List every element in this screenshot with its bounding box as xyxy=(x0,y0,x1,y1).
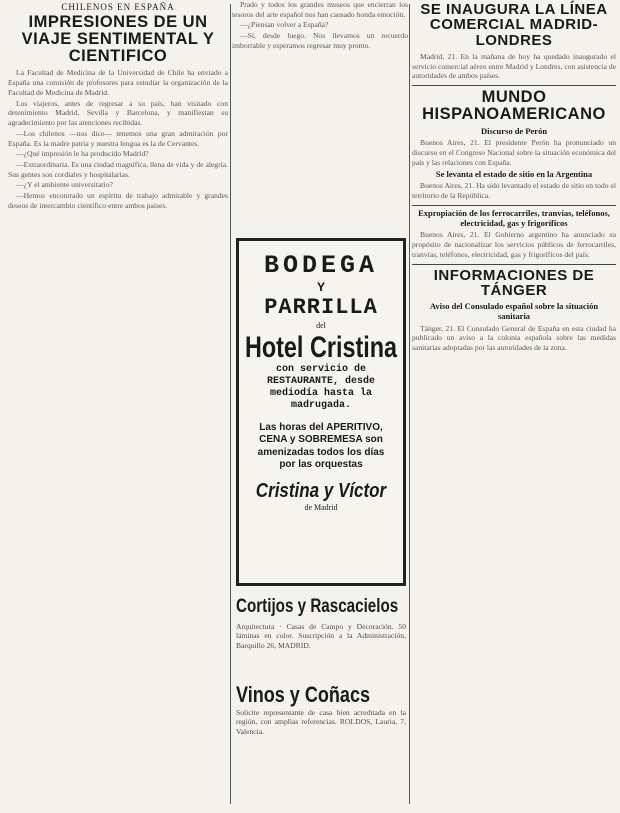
article-paragraph: Buenos Aires, 21. Ha sido levantado el estado de sitio en todo el territorio de la República. xyxy=(412,181,616,201)
article-paragraph: —Hemos encontrado un espíritu de trabajo admirable y grandes deseos de intercambio científico entre ambos países. xyxy=(8,191,228,210)
article-paragraph: —Extraordinaria. Es una ciudad magnífica, llena de vida y de alegría. Sus gentes son cordiales y hospitalarias. xyxy=(8,159,228,179)
subhead-aviso-consulado: Aviso del Consulado español sobre la situación sanitaria xyxy=(429,301,599,321)
column-rule xyxy=(409,4,410,804)
headline-mundo-hispanoamericano: MUNDO HISPANOAMERICANO xyxy=(422,88,606,123)
article-paragraph: —¿Y el ambiente universitario? xyxy=(16,180,113,190)
ad-city: de Madrid xyxy=(304,502,338,512)
ad-vinos-body: Solicite representante de casa bien acreditada en la región, con amplias referencias. ROLDOS, Lauria, 7, Valencia. xyxy=(236,708,406,736)
ad-hotel-name: Hotel Cristina xyxy=(244,331,398,364)
article-paragraph: —¿Qué impresión le ha producido Madrid? xyxy=(16,149,149,159)
divider xyxy=(412,85,616,86)
ad-conjunction: Y xyxy=(317,280,325,295)
ad-del: del xyxy=(316,321,326,330)
ad-hours-text: Las horas del APERITIVO, CENA y SOBREMESA son amenizadas todos los días por las orquestas xyxy=(257,421,385,470)
subhead-discurso: Discurso de Perón xyxy=(480,125,548,136)
divider xyxy=(412,264,616,265)
headline-impresiones: IMPRESIONES DE UN VIAJE SENTIMENTAL Y CIENTIFICO xyxy=(21,13,215,65)
ad-restaurant-text: con servicio de RESTAURANTE, desde mediodía hasta la madrugada. xyxy=(266,363,376,411)
article-paragraph: La Facultad de Medicina de la Universidad de Chile ha enviado a España una comisión de profesores para estudiar la organización de la Facultad de Medicina de Madrid. xyxy=(8,68,228,97)
article-paragraph: —Los chilenos —nos dice— tenemos una gran admiración por España. Es la madre patria y nuestra lengua es la de Cervantes. xyxy=(8,128,228,148)
subhead-expropiacion: Expropiación de los ferrocarriles, tranvías, teléfonos, electricidad, gas y frigoríficos xyxy=(418,207,610,228)
article-paragraph: Buenos Aires, 21. El presidente Perón ha pronunciado un discurso en el Congreso Nacional sobre la situación económica del país y las relaciones con España. xyxy=(412,138,616,167)
article-continuation xyxy=(232,0,408,230)
advertisement-hotel-cristina xyxy=(236,238,406,586)
article-paragraph: —¿Piensan volver a España? xyxy=(240,20,329,30)
article-impresiones xyxy=(8,0,228,805)
right-column xyxy=(412,0,616,805)
ad-cortijos-body: Arquitectura · Casas de Campo y Decoración. 50 láminas en color. Suscripción a la Administración, Barquillo 26, MADRID. xyxy=(236,622,406,650)
divider xyxy=(412,205,616,206)
ad-cortijos-title: Cortijos y Rascacielos xyxy=(236,596,399,617)
article-paragraph: Tánger, 21. El Consulado General de España en esta ciudad ha publicado un aviso a la colonia española sobre las medidas sanitarias adoptadas por las autoridades de la zona. xyxy=(412,323,616,353)
headline-tanger: INFORMACIONES DE TÁNGER xyxy=(433,266,595,299)
ad-parrilla-title: PARRILLA xyxy=(264,295,378,320)
ad-bodega-title: BODEGA xyxy=(263,251,378,280)
ad-vinos-title: Vinos y Coñacs xyxy=(236,682,371,707)
article-paragraph: Los viajeros, antes de regresar a su país, han visitado con detenimiento Madrid, Sevilla y Barcelona, y manifiestan su agradecimiento por las atenciones recibidas. xyxy=(8,98,228,128)
article-paragraph: —Sí, desde luego. Nos llevamos un recuerdo imborrable y esperamos regresar muy pronto. xyxy=(232,31,408,50)
ad-orchestra-name: Cristina y Víctor xyxy=(255,479,387,502)
subhead-estado-sitio: Se levanta el estado de sitio en la Argentina xyxy=(435,168,593,179)
section-kicker: CHILENOS EN ESPAÑA xyxy=(61,2,175,12)
column-rule xyxy=(230,4,231,804)
article-paragraph: Buenos Aires, 21. El Gobierno argentino ha anunciado su propósito de nacionalizar los servicios públicos de ferrocarriles, tranvías, teléfonos, electricidad, gas y frigoríficos del país. xyxy=(412,230,616,259)
article-paragraph: Prado y todos los grandes museos que encierran los tesoros del arte español nos han causado honda emoción. xyxy=(232,0,408,19)
article-paragraph: Madrid, 21. En la mañana de hoy ha quedado inaugurado el servicio comercial aéreo entre Madrid y Londres, con asistencia de autoridades de ambos países. xyxy=(412,51,616,81)
headline-linea-comercial: SE INAUGURA LA LÍNEA COMERCIAL MADRID-LONDRES xyxy=(420,1,608,49)
